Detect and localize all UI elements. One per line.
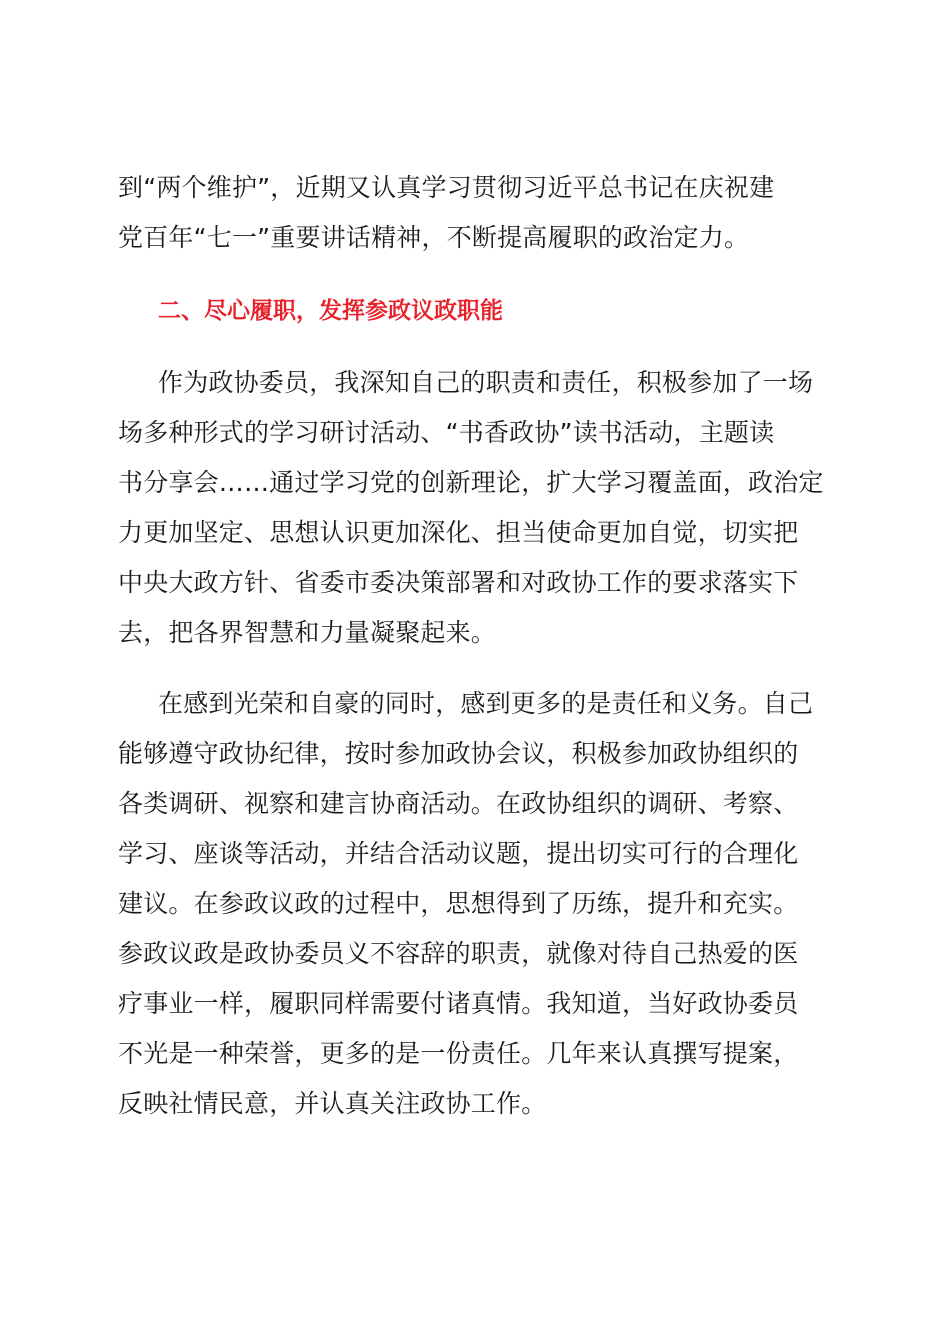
paragraph-3-line-1: 在感到光荣和自豪的同时，感到更多的是责任和义务。自己	[158, 689, 814, 718]
paragraph-1-line-2: 党百年“七一”重要讲话精神，不断提高履职的政治定力。	[118, 223, 750, 252]
paragraph-2-line-4: 力更加坚定、思想认识更加深化、担当使命更加自觉，切实把	[118, 518, 799, 547]
paragraph-2-line-5: 中央大政方针、省委市委决策部署和对政协工作的要求落实下	[118, 568, 799, 597]
paragraph-3-line-9: 反映社情民意，并认真关注政协工作。	[118, 1089, 547, 1118]
paragraph-3-line-4: 学习、座谈等活动，并结合活动议题，提出切实可行的合理化	[118, 839, 799, 868]
paragraph-3-line-2: 能够遵守政协纪律，按时参加政协会议，积极参加政协组织的	[118, 739, 799, 768]
paragraph-2-line-1: 作为政协委员，我深知自己的职责和责任，积极参加了一场	[158, 368, 814, 397]
paragraph-1-line-1: 到“两个维护”，近期又认真学习贯彻习近平总书记在庆祝建	[118, 173, 775, 202]
section-heading: 二、尽心履职，发挥参政议政职能	[158, 298, 503, 324]
paragraph-3-line-7: 疗事业一样，履职同样需要付诸真情。我知道，当好政协委员	[118, 989, 799, 1018]
paragraph-2-line-3: 书分享会……通过学习党的创新理论，扩大学习覆盖面，政治定	[118, 468, 824, 497]
paragraph-2-line-6: 去，把各界智慧和力量凝聚起来。	[118, 618, 497, 647]
paragraph-3-line-8: 不光是一种荣誉，更多的是一份责任。几年来认真撰写提案，	[118, 1039, 799, 1068]
paragraph-3-line-3: 各类调研、视察和建言协商活动。在政协组织的调研、考察、	[118, 789, 799, 818]
paragraph-3-line-5: 建议。在参政议政的过程中，思想得到了历练，提升和充实。	[118, 889, 799, 918]
paragraph-3-line-6: 参政议政是政协委员义不容辞的职责，就像对待自己热爱的医	[118, 939, 799, 968]
paragraph-2-line-2: 场多种形式的学习研讨活动、“书香政协”读书活动，主题读	[118, 418, 775, 447]
